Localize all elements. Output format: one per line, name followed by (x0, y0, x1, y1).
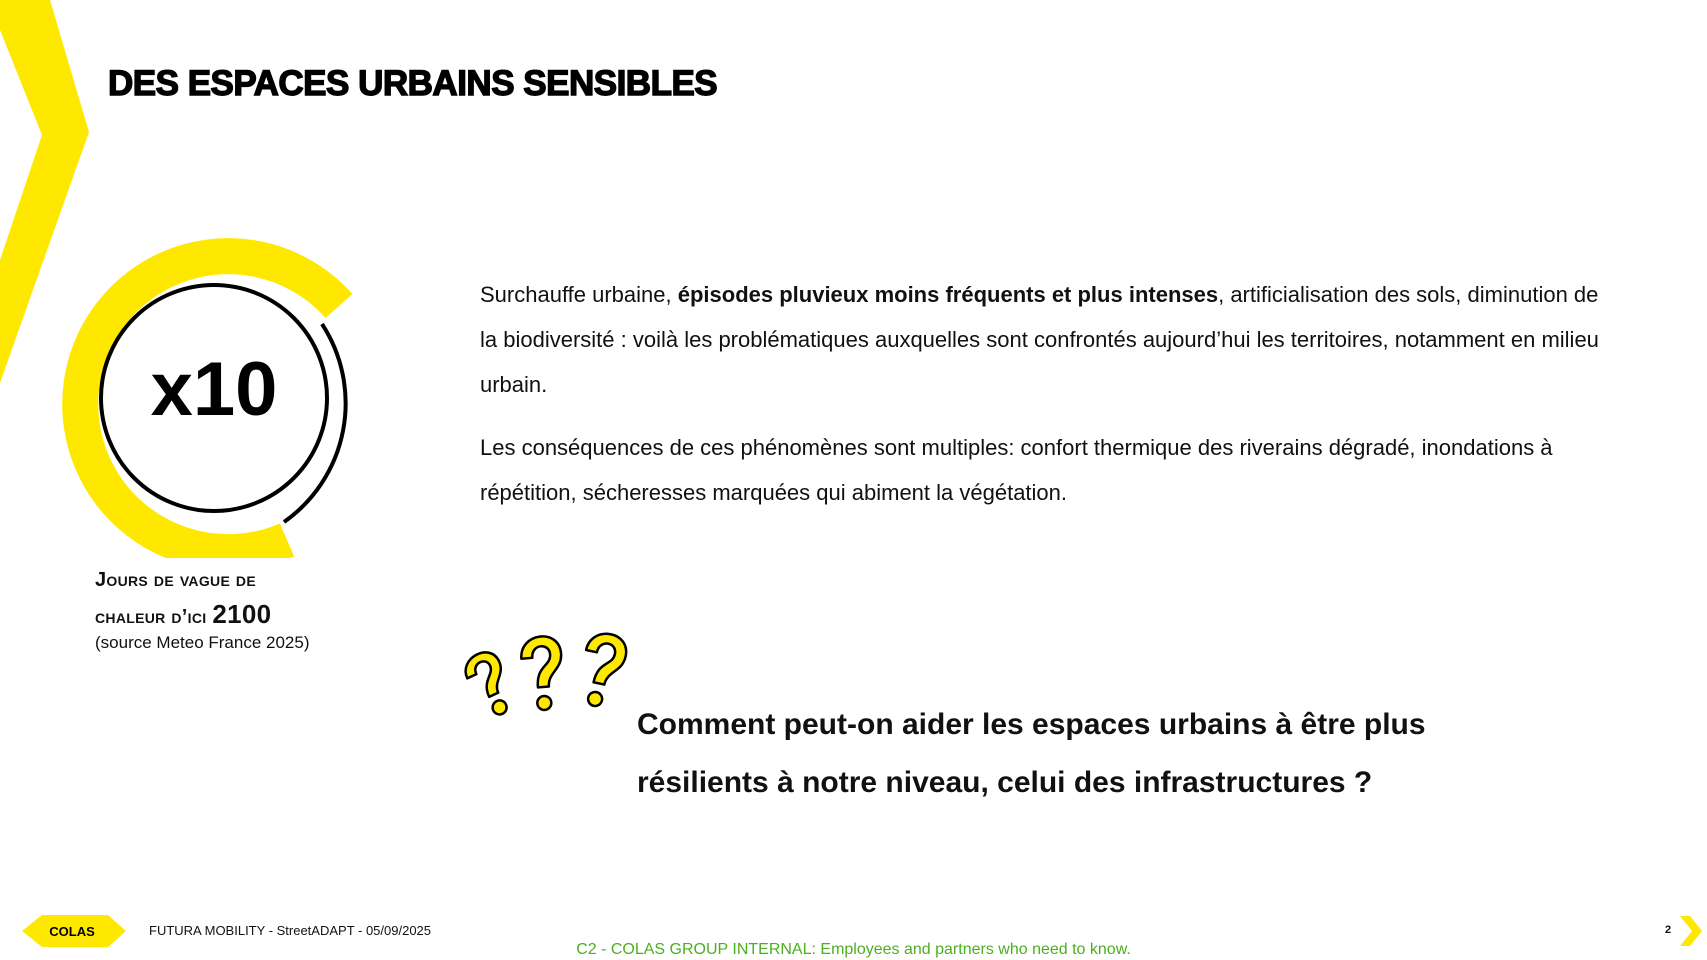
body-text (480, 272, 1600, 533)
stat-label (95, 563, 395, 634)
page-number: 2 (1665, 924, 1672, 936)
body-p1-bold: épisodes pluvieux moins fréquents et plus intenses (677, 282, 1219, 307)
stat-source: (source Meteo France 2025) (95, 633, 310, 652)
body-paragraph-1 (480, 272, 1600, 407)
key-question: Comment peut-on aider les espaces urbains à être plus résilients à notre niveau, celui des infrastructures ? (637, 708, 1426, 799)
body-p1-end: , artificialisation des sols, diminution de la biodiversité : voilà les problématiques auxquelles sont confrontés aujourd’hui les territoires, notamment en milieu urbain. (480, 282, 1599, 397)
question-marks-icon (452, 630, 637, 740)
stat-label-line1: Jours de vague de (95, 569, 256, 591)
body-paragraph-2: Les conséquences de ces phénomènes sont multiples: confort thermique des riverains dégradé, inondations à répétition, sécheresses marquées qui abiment la végétation. (480, 435, 1553, 505)
svg-text:COLAS: COLAS (49, 924, 95, 939)
stat-value: x10 (150, 347, 278, 432)
footer-presentation: FUTURA MOBILITY - StreetADAPT - 05/09/2025 (149, 923, 432, 938)
yellow-chevron-icon (1678, 914, 1704, 948)
body-p1-start: Surchauffe urbaine, (480, 282, 678, 307)
footer-classification: C2 - COLAS GROUP INTERNAL: Employees and partners who need to know. (576, 941, 1131, 958)
stat-label-line2: chaleur d’ici (95, 606, 207, 628)
slide-title: DES ESPACES URBAINS SENSIBLES (108, 64, 718, 103)
stat-label-year: 2100 (212, 599, 272, 629)
